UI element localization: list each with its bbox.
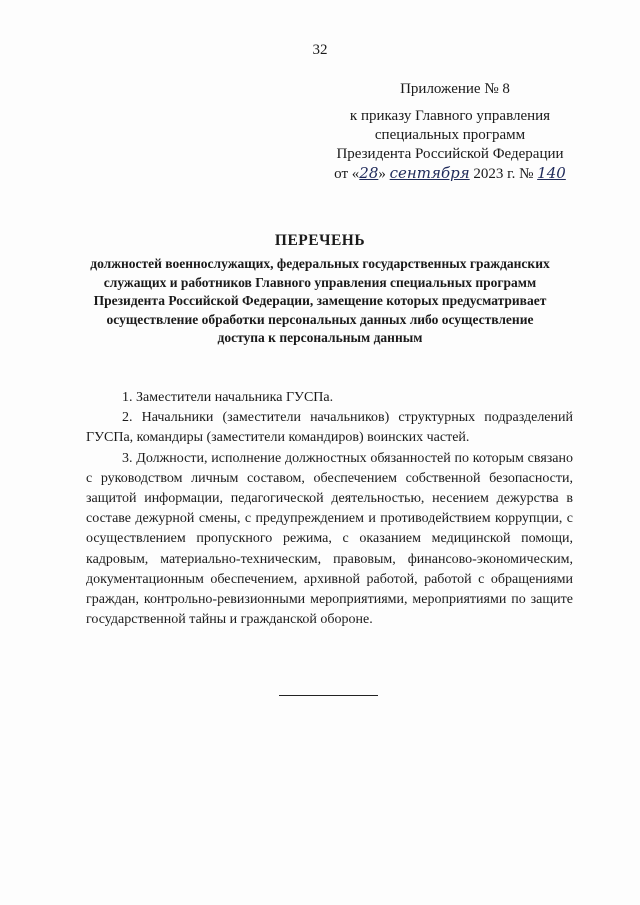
page-number: 32 [312, 42, 328, 58]
date-prefix: от « [334, 166, 360, 182]
heading-title: ПЕРЕЧЕНЬ [274, 232, 366, 249]
appendix-line: специальных программ [374, 127, 526, 143]
appendix-block [300, 80, 600, 184]
list-item: 2. Начальники (заместители начальников) структурных подразделений ГУСПа, командиры (заместители командиров) воинских частей. [86, 410, 573, 446]
document-heading [90, 232, 550, 348]
appendix-title: Приложение № 8 [400, 81, 510, 97]
appendix-line: к приказу Главного управления [349, 108, 551, 124]
date-year: 2023 г. № [469, 166, 538, 182]
handwritten-day: 28 [359, 164, 379, 182]
date-close: » [378, 166, 390, 182]
handwritten-month: сентября [389, 164, 470, 182]
positions-list [86, 388, 573, 630]
end-divider [279, 695, 378, 696]
appendix-line: Президента Российской Федерации [336, 146, 564, 162]
list-item: 3. Должности, исполнение должностных обязанностей по которым связано с руководством личным составом, обеспечением собственной безопасности, защитой информации, педагогической деятельностью, несением дежурства в составе дежурной смены, с предупреждением и противодействием коррупции, с осуществлением пропускного режима, с оказанием медицинской помощи, кадровым, материально-техническим, правовым, финансово-экономическим, документационным обеспечением, архивной работой, работой с обращениями граждан, контрольно-ревизионными мероприятиями, мероприятиями по защите государственной тайны и гражданской обороне. [86, 450, 573, 628]
appendix-date-line [300, 164, 600, 184]
handwritten-order-number: 140 [537, 164, 566, 182]
heading-subtitle: должностей военнослужащих, федеральных государственных гражданских служащих и работников Главного управления специальных программ Президента Российской Федерации, замещение которых предусматривает осуществление обработки персональных данных либо осуществление доступа к персональным данным [90, 256, 550, 345]
list-item: 1. Заместители начальника ГУСПа. [122, 390, 334, 405]
